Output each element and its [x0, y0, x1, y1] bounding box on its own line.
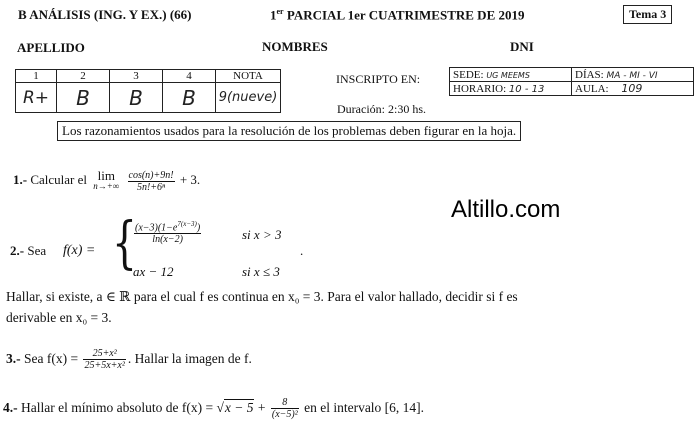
- case-2-expression: ax − 12: [133, 264, 174, 279]
- grade-value-4: B: [163, 83, 216, 113]
- aula-cell: [572, 82, 694, 96]
- sqrt-symbol: √: [216, 400, 224, 415]
- exam-title: [270, 7, 524, 23]
- fraction-denominator: 5n!+6ⁿ: [136, 181, 166, 193]
- horario-cell: [450, 82, 572, 96]
- problem-1-number: 1.-: [13, 172, 28, 187]
- piecewise-brace: {: [112, 211, 137, 276]
- grades-value-row: [16, 83, 281, 113]
- case-2-condition: si x ≤ 3: [242, 264, 280, 279]
- fraction-numerator: cos(n)+9n!: [128, 169, 174, 181]
- problem-4: [3, 393, 424, 423]
- problem-3-fraction: [83, 348, 125, 371]
- horario-label: HORARIO:: [453, 82, 507, 95]
- grade-header-2: 2: [57, 70, 110, 83]
- dni-label: DNI: [510, 39, 534, 54]
- problem-2-label: [10, 243, 46, 259]
- sede-label: SEDE:: [453, 68, 484, 81]
- apellido-label: APELLIDO: [17, 40, 85, 55]
- dias-value: MA - MI - VI: [606, 70, 658, 81]
- aula-label: AULA:: [575, 83, 609, 95]
- limit-word: lim: [97, 168, 115, 184]
- case-1-numerator: $(x-3)(1-e^{7(x-3)})$: [135, 220, 201, 234]
- problem-3-numerator: 25+x²: [83, 348, 125, 360]
- problem-1-fraction: [128, 170, 175, 193]
- problem-4-plus: +: [257, 400, 266, 415]
- problem-2-line-2: derivable en x₀ = 3.: [6, 310, 112, 325]
- watermark: Altillo.com: [451, 196, 561, 223]
- case-1-denominator: ln(x−2): [152, 234, 183, 246]
- problem-3-sea: Sea f(x) =: [24, 351, 79, 366]
- problem-3-number: 3.-: [6, 351, 21, 366]
- problem-2-period: .: [300, 243, 304, 258]
- problem-2-number: 2.-: [10, 243, 25, 258]
- problem-1: [13, 166, 200, 194]
- grade-header-nota: NOTA: [216, 70, 281, 83]
- inscripto-label: INSCRIPTO EN:: [336, 72, 421, 86]
- problem-4-fraction: [271, 397, 299, 420]
- grade-header-1: 1: [16, 70, 57, 83]
- inscripto-row-2: [450, 82, 694, 96]
- problem-1-text: Calcular el: [30, 172, 88, 187]
- grade-header-4: 4: [163, 70, 216, 83]
- problem-3-tail: . Hallar la imagen de f.: [127, 351, 252, 366]
- exam-title-num: 1: [270, 7, 277, 23]
- problem-2-function: f(x) =: [63, 243, 96, 258]
- problem-1-limit: [93, 170, 119, 192]
- limit-subscript: n→+∞: [93, 181, 120, 192]
- grades-table: [15, 69, 281, 113]
- problem-4-pre: Hallar el mínimo absoluto de f(x) =: [21, 400, 214, 415]
- sede-cell: [450, 68, 572, 82]
- grade-header-3: 3: [110, 70, 163, 83]
- sede-value: UG MEEMS: [486, 70, 530, 80]
- aula-value: 109: [621, 82, 643, 95]
- grade-value-2: B: [57, 83, 110, 113]
- problem-2-sea: Sea: [27, 243, 47, 258]
- grade-value-1: R+: [16, 83, 57, 113]
- duracion-text: Duración: 2:30 hs.: [337, 102, 426, 116]
- problem-2-line-1: Hallar, si existe, a ∈ ℝ para el cual f es continua en x₀ = 3. Para el valor hallado, decidir si f es: [6, 289, 518, 304]
- problem-3-denominator: 25+5x+x²: [84, 360, 125, 372]
- problem-3: [6, 344, 252, 374]
- grade-value-nota: 9(nueve): [216, 83, 281, 113]
- grades-header-row: [16, 70, 281, 83]
- problem-1-tail: + 3.: [179, 172, 201, 187]
- nombres-label: NOMBRES: [262, 39, 328, 54]
- problem-4-number: 4.-: [3, 400, 18, 415]
- tema-badge: Tema 3: [623, 5, 672, 24]
- dias-cell: [572, 68, 694, 82]
- inscripto-row-1: [450, 68, 694, 82]
- problem-4-denominator: (x−5)²: [271, 409, 298, 421]
- exam-title-rest: PARCIAL 1er CUATRIMESTRE DE 2019: [283, 7, 525, 23]
- case-1-fraction: [134, 219, 201, 245]
- notice-box: Los razonamientos usados para la resolución de los problemas deben figurar en la hoja.: [57, 121, 521, 141]
- sqrt-body: x − 5: [224, 400, 254, 415]
- inscripto-table: [449, 67, 694, 96]
- horario-value: 10 - 13: [508, 83, 545, 95]
- case-1-condition: si x > 3: [242, 227, 282, 242]
- exam-title-sup: er: [276, 7, 284, 16]
- course-title: B ANÁLISIS (ING. Y EX.) (66): [18, 7, 192, 22]
- grade-value-3: B: [110, 83, 163, 113]
- dias-label: DÍAS:: [575, 68, 604, 81]
- problem-4-numerator: 8: [271, 397, 299, 409]
- problem-4-tail: en el intervalo [6, 14].: [304, 400, 425, 415]
